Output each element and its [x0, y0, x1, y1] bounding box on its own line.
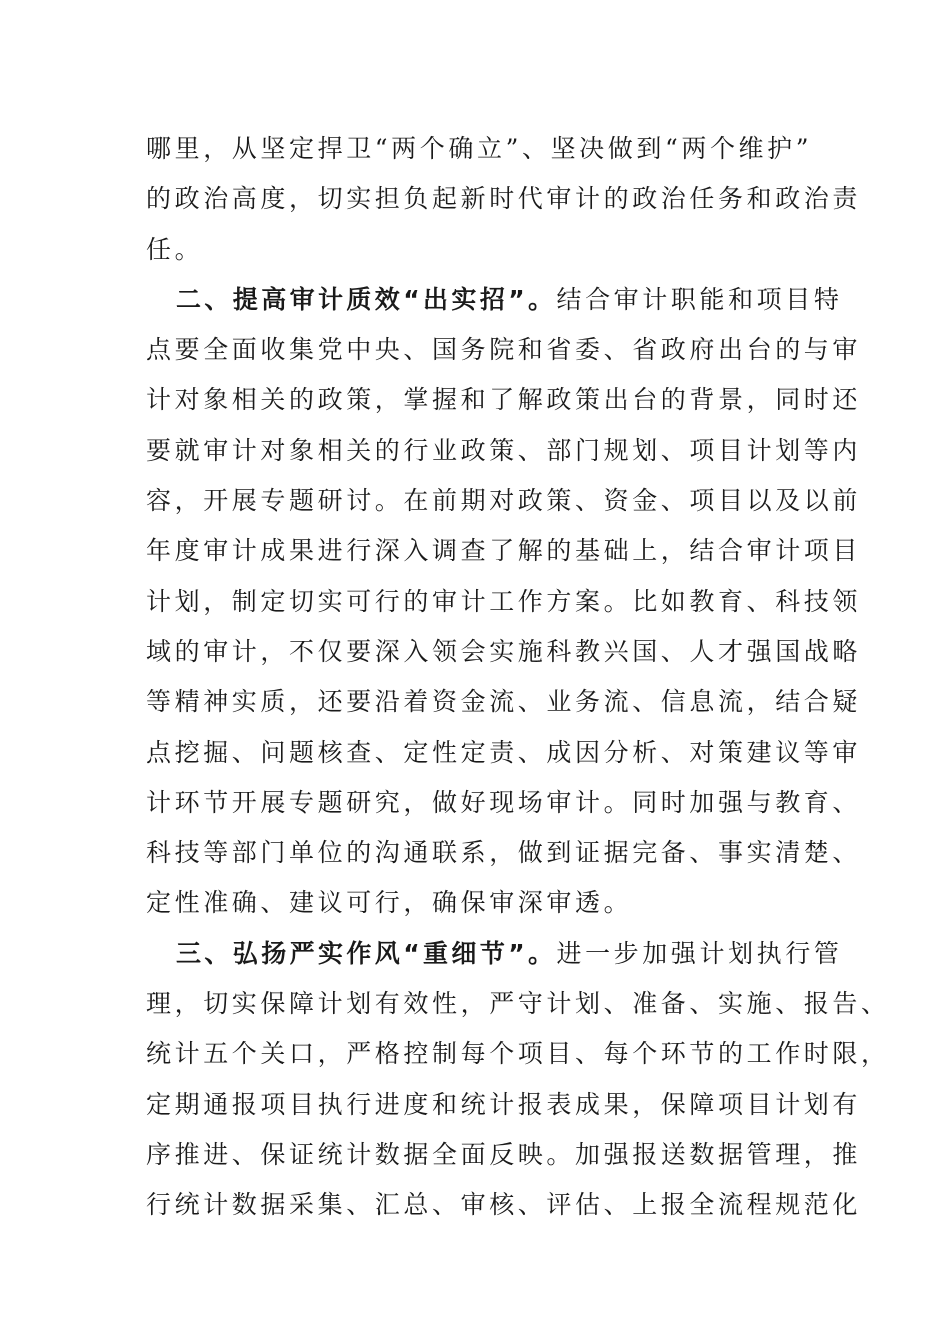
text-line: 行统计数据采集、汇总、审核、评估、上报全流程规范化 [146, 1190, 862, 1220]
text-line: 年度审计成果进行深入调查了解的基础上，结合审计项目 [146, 536, 862, 566]
text-line: 容，开展专题研讨。在前期对政策、资金、项目以及以前 [146, 486, 862, 516]
text-line: 点要全面收集党中央、国务院和省委、省政府出台的与审 [146, 335, 862, 365]
text-line: 计环节开展专题研究，做好现场审计。同时加强与教育、 [146, 787, 862, 817]
text-line: 域的审计，不仅要深入领会实施科教兴国、人才强国战略 [146, 636, 862, 666]
text-line: 定性准确、建议可行，确保审深审透。 [146, 888, 633, 918]
text-line: 计划，制定切实可行的审计工作方案。比如教育、科技领 [146, 586, 862, 616]
paragraph-3 [146, 929, 890, 1231]
text-line: 要就审计对象相关的行业政策、部门规划、项目计划等内 [146, 435, 862, 465]
text-line: 科技等部门单位的沟通联系，做到证据完备、事实清楚、 [146, 838, 862, 868]
section-heading: 三、弘扬严实作风“重细节”。 [176, 938, 557, 968]
paragraph-first-line [146, 929, 843, 979]
document-body [146, 124, 890, 1231]
text-line: 的政治高度，切实担负起新时代审计的政治任务和政治责 [146, 184, 862, 214]
text-line: 理，切实保障计划有效性，严守计划、准备、实施、报告、 [146, 989, 890, 1019]
text-run: 进一步加强计划执行管 [556, 938, 843, 968]
paragraph-first-line [146, 275, 843, 325]
text-run: 结合审计职能和项目特 [556, 284, 843, 314]
text-line: 计对象相关的政策，掌握和了解政策出台的背景，同时还 [146, 385, 862, 415]
text-line: 哪里，从坚定捍卫“两个确立”、坚决做到“两个维护” [146, 134, 813, 163]
paragraph-1 [146, 124, 862, 275]
text-line: 统计五个关口，严格控制每个项目、每个环节的工作时限， [146, 1039, 890, 1069]
text-line: 点挖掘、问题核查、定性定责、成因分析、对策建议等审 [146, 737, 862, 767]
text-line: 等精神实质，还要沿着资金流、业务流、信息流，结合疑 [146, 687, 862, 717]
paragraph-2 [146, 275, 862, 929]
text-line: 定期通报项目执行进度和统计报表成果，保障项目计划有 [146, 1089, 862, 1119]
text-line: 任。 [146, 234, 204, 264]
section-heading: 二、提高审计质效“出实招”。 [176, 284, 557, 314]
text-line: 序推进、保证统计数据全面反映。加强报送数据管理，推 [146, 1139, 862, 1169]
